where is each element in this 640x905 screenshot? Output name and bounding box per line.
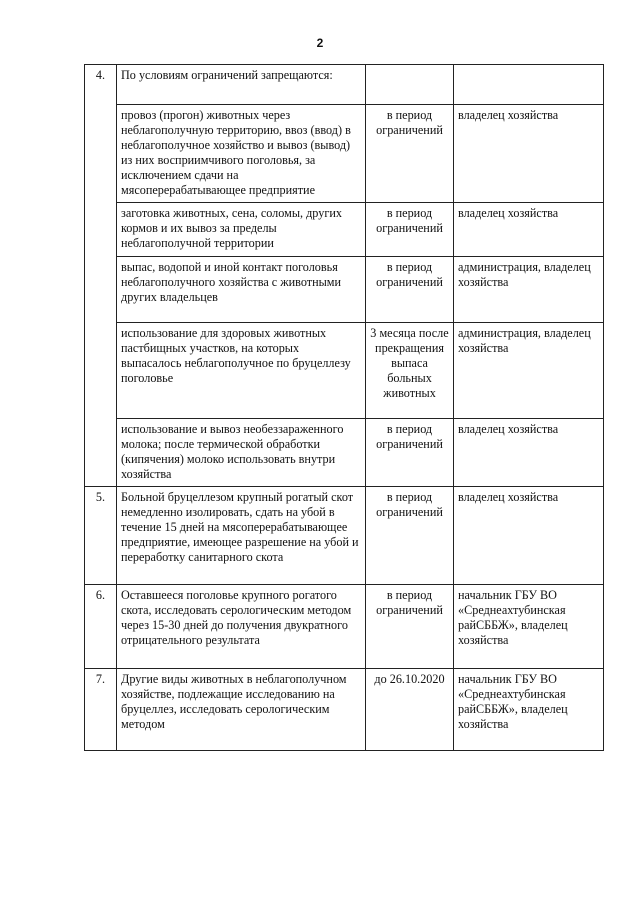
responsible-cell: владелец хозяйства [454,487,604,585]
measures-table [84,64,604,751]
responsible-cell: владелец хозяйства [454,203,604,257]
row-number: 4. [85,65,117,105]
row-number [85,257,117,323]
activity-cell: использование для здоровых животных пастбищных участков, на которых выпасалось неблагополучное по бруцеллезу поголовье [117,323,366,419]
row-number [85,203,117,257]
term-cell: в период ограничений [366,487,454,585]
row-number [85,323,117,419]
term-cell: в период ограничений [366,585,454,669]
responsible-cell: администрация, владелец хозяйства [454,323,604,419]
table-row [85,323,604,419]
table-row [85,585,604,669]
table-row [85,487,604,585]
row-number [85,105,117,203]
activity-cell: Другие виды животных в неблагополучном хозяйстве, подлежащие исследованию на бруцеллез, исследовать серологическим методом [117,669,366,751]
term-cell: в период ограничений [366,105,454,203]
page-number: 2 [316,36,324,50]
responsible-cell: владелец хозяйства [454,105,604,203]
responsible-cell: владелец хозяйства [454,419,604,487]
activity-cell: По условиям ограничений запрещаются: [117,65,366,105]
row-number: 7. [85,669,117,751]
activity-cell: использование и вывоз необеззараженного молока; после термической обработки (кипячения) молоко использовать внутри хозяйства [117,419,366,487]
term-cell: в период ограничений [366,203,454,257]
responsible-cell: администрация, владелец хозяйства [454,257,604,323]
term-cell [366,65,454,105]
table-row [85,105,604,203]
responsible-cell: начальник ГБУ ВО «Среднеахтубинская райСББЖ», владелец хозяйства [454,585,604,669]
table-row [85,419,604,487]
responsible-cell [454,65,604,105]
term-cell: в период ограничений [366,257,454,323]
table-row [85,257,604,323]
table-row [85,65,604,105]
term-cell: до 26.10.2020 [366,669,454,751]
row-number [85,419,117,487]
term-cell: 3 месяца после прекращения выпаса больных животных [366,323,454,419]
table-row [85,669,604,751]
activity-cell: Оставшееся поголовье крупного рогатого скота, исследовать серологическим методом через 15-30 дней до получения двукратного отрицательного результата [117,585,366,669]
activity-cell: заготовка животных, сена, соломы, других кормов и их вывоз за пределы неблагополучной территории [117,203,366,257]
term-cell: в период ограничений [366,419,454,487]
row-number: 6. [85,585,117,669]
table-row [85,203,604,257]
responsible-cell: начальник ГБУ ВО «Среднеахтубинская райСББЖ», владелец хозяйства [454,669,604,751]
activity-cell: выпас, водопой и иной контакт поголовья неблагополучного хозяйства с животными других владельцев [117,257,366,323]
activity-cell: провоз (прогон) животных через неблагополучную территорию, ввоз (ввод) в неблагополучное хозяйство и вывоз (вывод) из них восприимчивого поголовья, за исключением сдачи на мясоперерабатывающее предприятие [117,105,366,203]
row-number: 5. [85,487,117,585]
activity-cell: Больной бруцеллезом крупный рогатый скот немедленно изолировать, сдать на убой в течение 15 дней на мясоперерабатывающее предприятие, имеющее разрешение на убой и переработку санитарного скота [117,487,366,585]
